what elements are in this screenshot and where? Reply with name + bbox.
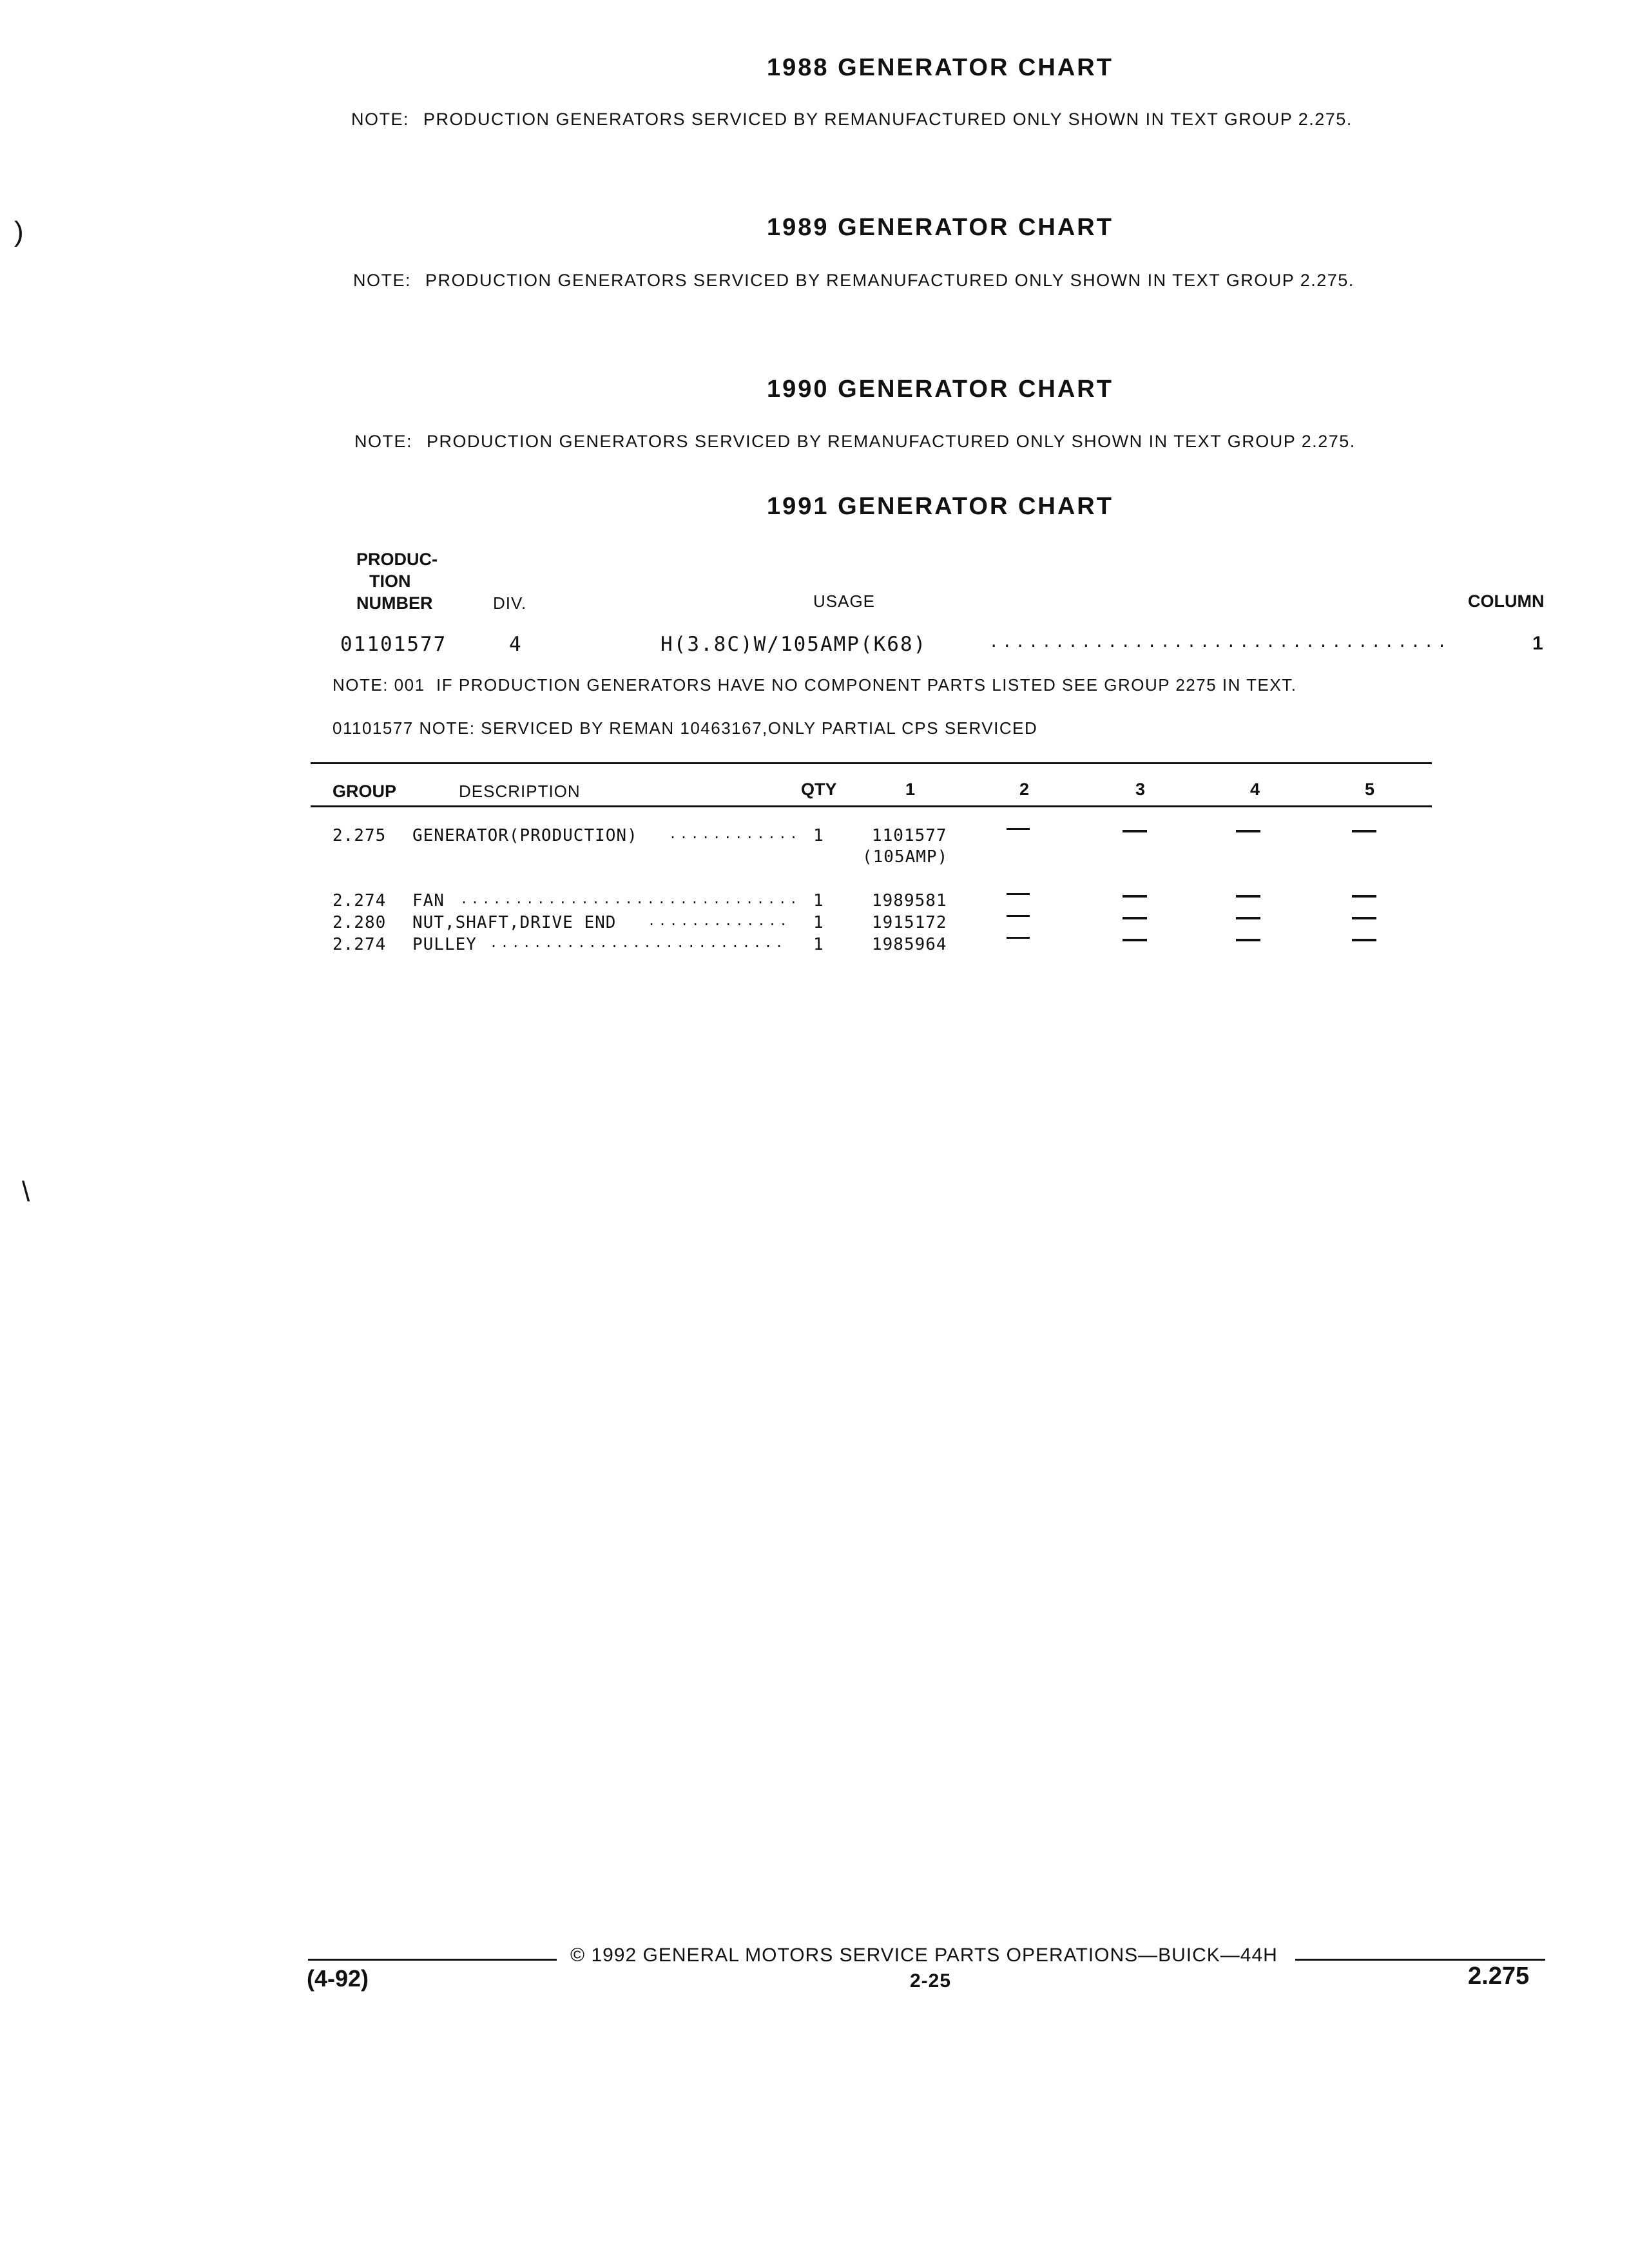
table-row-leader-dots: ............. [648, 913, 791, 928]
table-header-group: GROUP [333, 782, 397, 801]
table-header-col4: 4 [1250, 780, 1260, 799]
entry-div: 4 [509, 633, 523, 656]
empty-cell-dash [1236, 830, 1260, 832]
table-row-description: NUT,SHAFT,DRIVE END [412, 913, 617, 932]
entry-number: 01101577 [340, 633, 447, 656]
table-row-part-note: (105AMP) [862, 847, 949, 867]
chart-title-1989: 1989 GENERATOR CHART [767, 214, 1113, 241]
table-row-qty: 1 [813, 913, 824, 932]
note-text: PRODUCTION GENERATORS SERVICED BY REMANUFACTURED ONLY SHOWN IN TEXT GROUP 2.275. [427, 432, 1356, 451]
table-row-group: 2.275 [333, 826, 387, 845]
chart-note-1988 [351, 110, 1353, 130]
footer-date: (4-92) [307, 1965, 369, 1992]
note-reman: 01101577 NOTE: SERVICED BY REMAN 10463167,ONLY PARTIAL CPS SERVICED [333, 718, 1038, 738]
footer-section: 2.275 [1468, 1963, 1530, 1990]
header-production-2: TION [369, 572, 411, 591]
empty-cell-dash [1352, 939, 1376, 941]
header-div: DIV. [493, 593, 527, 613]
table-row-part: 1985964 [872, 935, 947, 954]
table-row-part: 1915172 [872, 913, 947, 932]
table-row-part: 1989581 [872, 891, 947, 910]
table-top-rule [311, 762, 1432, 764]
empty-cell-dash [1123, 917, 1147, 919]
margin-mark: \ [22, 1176, 30, 1207]
table-row-description: GENERATOR(PRODUCTION) [412, 826, 638, 845]
empty-cell-dash [1123, 895, 1147, 898]
header-production-3: NUMBER [356, 593, 433, 613]
empty-cell-dash [1236, 917, 1260, 919]
table-row-group: 2.280 [333, 913, 387, 932]
note-001: NOTE: 001 IF PRODUCTION GENERATORS HAVE NO COMPONENT PARTS LISTED SEE GROUP 2275 IN TEXT. [333, 675, 1297, 695]
table-row-leader-dots: ........................... [490, 935, 787, 950]
table-row-leader-dots: ............ [669, 826, 801, 841]
table-row-qty: 1 [813, 891, 824, 910]
entry-leader-dots: ................................... [989, 633, 1451, 651]
chart-title-1991: 1991 GENERATOR CHART [767, 493, 1113, 520]
table-row-group: 2.274 [333, 891, 387, 910]
table-row-leader-dots: ............................... [460, 891, 801, 907]
header-column: COLUMN [1468, 591, 1545, 611]
table-header-col1: 1 [905, 780, 916, 799]
table-header-col2: 2 [1019, 780, 1030, 799]
table-row-description: PULLEY [412, 935, 477, 954]
empty-cell-dash [1007, 915, 1030, 917]
empty-cell-dash [1007, 893, 1030, 895]
margin-mark: ) [14, 216, 24, 247]
empty-cell-dash [1007, 937, 1030, 939]
chart-title-1988: 1988 GENERATOR CHART [767, 54, 1113, 81]
note-label: NOTE: [354, 432, 413, 451]
entry-usage: H(3.8C)W/105AMP(K68) [660, 633, 927, 656]
table-header-rule [311, 805, 1432, 807]
header-usage: USAGE [813, 591, 876, 611]
empty-cell-dash [1236, 895, 1260, 898]
footer-copyright: © 1992 GENERAL MOTORS SERVICE PARTS OPERATIONS—BUICK—44H [570, 1945, 1278, 1966]
header-production-1: PRODUC- [356, 550, 438, 569]
note-label: NOTE: [351, 110, 410, 129]
table-header-qty: QTY [801, 780, 837, 799]
table-row-qty: 1 [813, 935, 824, 954]
footer-page-number: 2-25 [910, 1970, 952, 1992]
table-row-group: 2.274 [333, 935, 387, 954]
note-label: NOTE: [353, 271, 412, 290]
empty-cell-dash [1352, 917, 1376, 919]
chart-title-1990: 1990 GENERATOR CHART [767, 376, 1113, 403]
table-row-qty: 1 [813, 826, 824, 845]
footer-rule-right [1295, 1959, 1545, 1961]
table-header-description: DESCRIPTION [459, 782, 581, 801]
empty-cell-dash [1123, 830, 1147, 832]
empty-cell-dash [1007, 828, 1030, 830]
entry-column: 1 [1532, 633, 1543, 654]
empty-cell-dash [1352, 830, 1376, 832]
empty-cell-dash [1236, 939, 1260, 941]
note-text: PRODUCTION GENERATORS SERVICED BY REMANUFACTURED ONLY SHOWN IN TEXT GROUP 2.275. [425, 271, 1354, 290]
footer-rule-left [308, 1959, 557, 1961]
chart-note-1990 [354, 432, 1356, 452]
note-text: PRODUCTION GENERATORS SERVICED BY REMANUFACTURED ONLY SHOWN IN TEXT GROUP 2.275. [423, 110, 1353, 129]
table-row-description: FAN [412, 891, 445, 910]
empty-cell-dash [1352, 895, 1376, 898]
table-row-part: 1101577 [872, 826, 947, 845]
empty-cell-dash [1123, 939, 1147, 941]
chart-note-1989 [353, 271, 1354, 291]
table-header-col3: 3 [1135, 780, 1146, 799]
table-header-col5: 5 [1365, 780, 1375, 799]
